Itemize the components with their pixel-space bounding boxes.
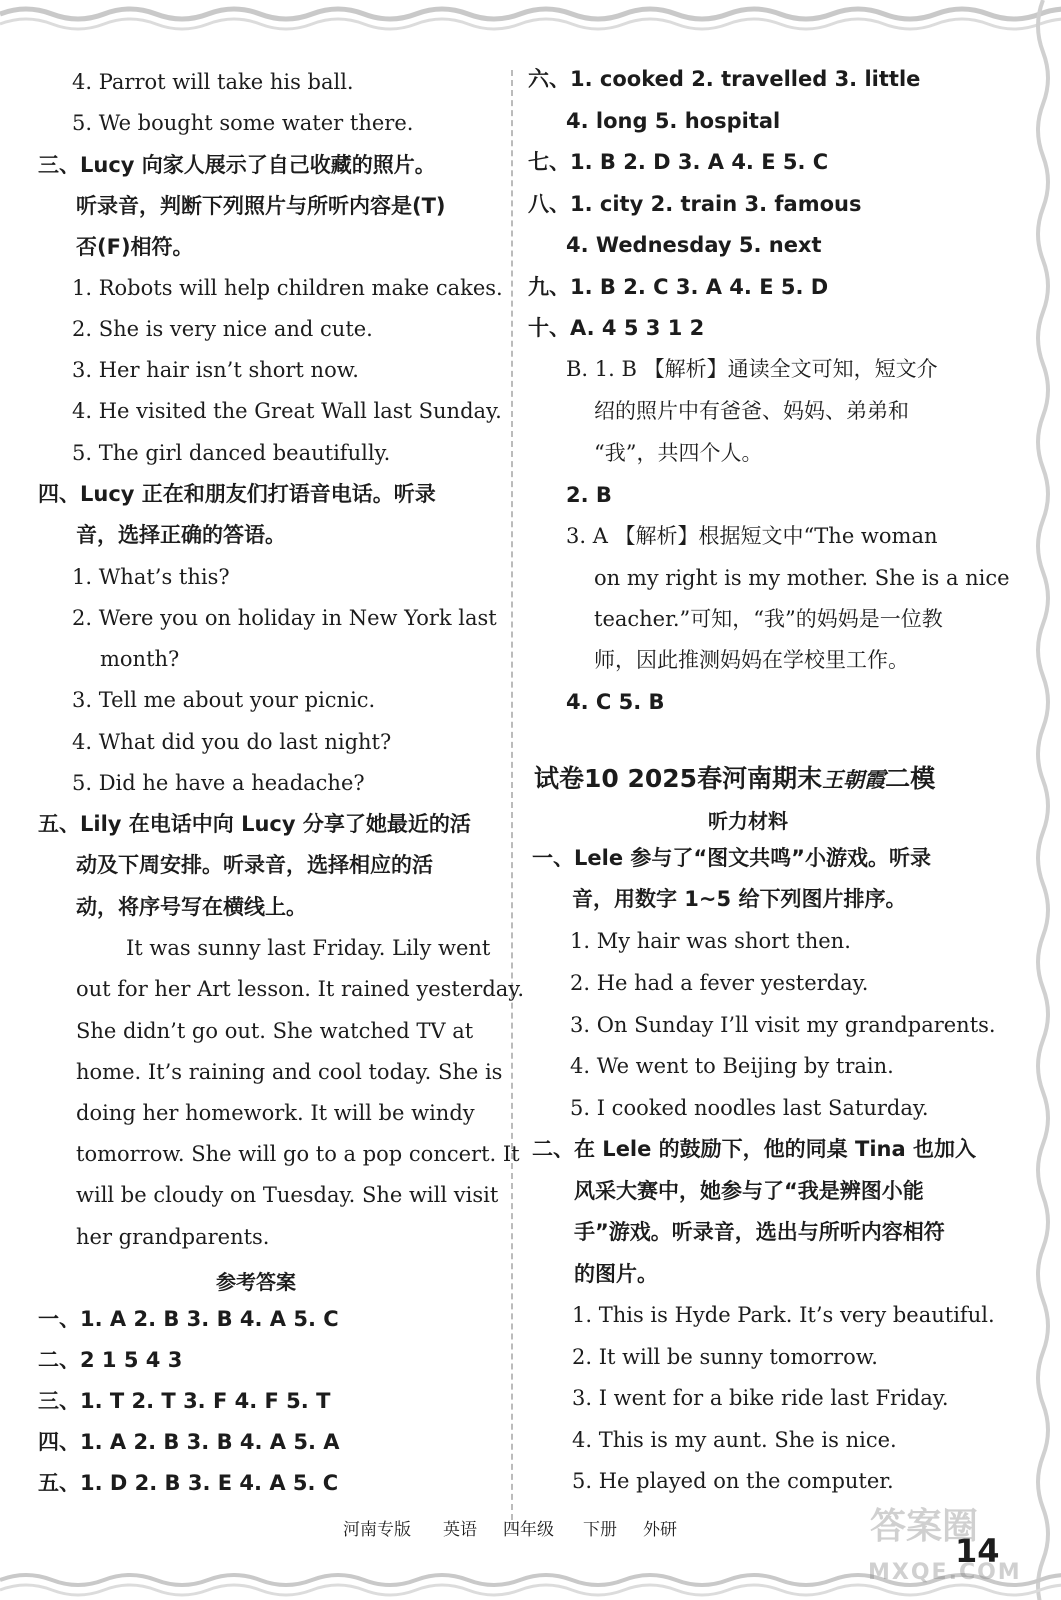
passage-line-7: will be cloudy on Tuesday. She will visit <box>76 1183 499 1207</box>
part-2-heading: 二、在 Lele 的鼓励下，他的同桌 Tina 也加入 <box>532 1137 976 1161</box>
part-1-heading-cont: 音，用数字 1~5 给下列图片排序。 <box>572 887 907 911</box>
test-title <box>534 759 935 795</box>
left-line-10: 5. The girl danced beautifully. <box>72 441 391 465</box>
part-2-heading-cont: 风采大赛中，她参与了“我是辨图小能 <box>574 1179 924 1203</box>
passage-line-8: her grandparents. <box>76 1225 270 1249</box>
passage-line-4: home. It’s raining and cool today. She is <box>76 1060 503 1084</box>
answer-row-9: 九、1. B 2. C 3. A 4. E 5. D <box>528 275 829 299</box>
footer-publisher: 外研 <box>643 1520 677 1540</box>
answer-row-5: 五、1. D 2. B 3. E 4. A 5. C <box>38 1471 339 1495</box>
answer-row-10: 十、A. 4 5 3 1 2 <box>528 316 705 340</box>
left-line-7: 2. She is very nice and cute. <box>72 317 373 341</box>
answer-key-heading: 参考答案 <box>216 1270 296 1294</box>
watermark-logo: 答案圈 <box>870 1506 979 1547</box>
passage-line-1: It was sunny last Friday. Lily went <box>126 936 491 960</box>
test-title-end: 二模 <box>885 764 936 793</box>
section-4-heading-cont: 音，选择正确的答语。 <box>76 523 286 547</box>
left-line-16: 3. Tell me about your picnic. <box>72 688 376 712</box>
left-line-18: 5. Did he have a headache? <box>72 771 365 795</box>
passage-line-2: out for her Art lesson. It rained yesterday. <box>76 977 525 1001</box>
answer-10b-45: 4. C 5. B <box>566 690 665 714</box>
part-2-item-3: 3. I went for a bike ride last Friday. <box>572 1386 949 1410</box>
answer-row-7: 七、1. B 2. D 3. A 4. E 5. C <box>528 150 829 174</box>
footer-subject: 英语 <box>443 1520 477 1540</box>
left-line-17: 4. What did you do last night? <box>72 730 392 754</box>
section-3-heading-cont: 听录音，判断下列照片与所听内容是(T) <box>76 194 446 218</box>
answer-10b-3-end: 师，因此推测妈妈在学校里工作。 <box>594 648 909 672</box>
part-1-item-5: 5. I cooked noodles last Saturday. <box>570 1096 929 1120</box>
passage-line-5: doing her homework. It will be windy <box>76 1101 475 1125</box>
section-5-heading: 五、Lily 在电话中向 Lucy 分享了她最近的活 <box>38 812 471 836</box>
part-2-item-4: 4. This is my aunt. She is nice. <box>572 1428 897 1452</box>
publisher-logo: 王朝霞 <box>822 767 886 792</box>
answer-10b-3-cont: on my right is my mother. She is a nice <box>594 566 1010 590</box>
footer-volume: 下册 <box>583 1520 617 1540</box>
listening-materials-heading: 听力材料 <box>708 809 788 833</box>
part-1-item-1: 1. My hair was short then. <box>570 929 851 953</box>
passage-line-6: tomorrow. She will go to a pop concert. It <box>76 1142 520 1166</box>
right-wave-border <box>1021 0 1061 1600</box>
left-line-9: 4. He visited the Great Wall last Sunday. <box>72 399 502 423</box>
part-1-item-2: 2. He had a fever yesterday. <box>570 971 869 995</box>
answer-10b-1: B. 1. B 【解析】通读全文可知，短文介 <box>566 357 938 381</box>
left-line-1: 4. Parrot will take his ball. <box>72 70 354 94</box>
section-3-heading: 三、Lucy 向家人展示了自己收藏的照片。 <box>38 153 436 177</box>
left-line-8: 3. Her hair isn’t short now. <box>72 358 359 382</box>
page-number: 14 <box>955 1532 1000 1570</box>
section-3-heading-end: 否(F)相符。 <box>76 235 194 259</box>
answer-10b-3-cont2: teacher.”可知，“我”的妈妈是一位教 <box>594 607 943 631</box>
column-divider <box>511 70 513 1530</box>
section-5-heading-cont: 动及下周安排。听录音，选择相应的活 <box>76 853 433 877</box>
part-2-item-1: 1. This is Hyde Park. It’s very beautiful. <box>572 1303 995 1327</box>
watermark-url: MXQE.COM <box>868 1560 1022 1585</box>
part-2-heading-cont2: 手”游戏。听录音，选出与所听内容相符 <box>574 1220 945 1244</box>
part-1-item-3: 3. On Sunday I’ll visit my grandparents. <box>570 1013 996 1037</box>
answer-row-1: 一、1. A 2. B 3. B 4. A 5. C <box>38 1307 339 1331</box>
answer-row-8-cont: 4. Wednesday 5. next <box>566 233 822 257</box>
section-5-heading-end: 动，将序号写在横线上。 <box>76 895 307 919</box>
answer-row-3: 三、1. T 2. T 3. F 4. F 5. T <box>38 1389 331 1413</box>
part-1-item-4: 4. We went to Beijing by train. <box>570 1054 894 1078</box>
left-line-6: 1. Robots will help children make cakes. <box>72 276 503 300</box>
test-title-text: 试卷10 2025春河南期末 <box>534 764 823 793</box>
top-wave-border <box>0 0 1061 40</box>
left-line-2: 5. We bought some water there. <box>72 111 414 135</box>
section-4-heading: 四、Lucy 正在和朋友们打语音电话。听录 <box>38 482 436 506</box>
footer-region: 河南专版 <box>343 1520 411 1540</box>
answer-row-4: 四、1. A 2. B 3. B 4. A 5. A <box>38 1430 340 1454</box>
answer-row-6: 六、1. cooked 2. travelled 3. little <box>528 67 921 91</box>
part-2-item-5: 5. He played on the computer. <box>572 1469 894 1493</box>
left-line-13: 1. What’s this? <box>72 565 230 589</box>
answer-10b-3: 3. A 【解析】根据短文中“The woman <box>566 524 938 548</box>
part-2-item-2: 2. It will be sunny tomorrow. <box>572 1345 878 1369</box>
footer-grade: 四年级 <box>503 1520 554 1540</box>
answer-10b-2: 2. B <box>566 483 612 507</box>
part-1-heading: 一、Lele 参与了“图文共鸣”小游戏。听录 <box>532 846 931 870</box>
answer-row-6-cont: 4. long 5. hospital <box>566 109 781 133</box>
answer-row-2: 二、2 1 5 4 3 <box>38 1348 183 1372</box>
left-line-15: month? <box>100 647 180 671</box>
answer-10b-1-end: “我”，共四个人。 <box>594 441 763 465</box>
answer-row-8: 八、1. city 2. train 3. famous <box>528 192 862 216</box>
answer-10b-1-cont: 绍的照片中有爸爸、妈妈、弟弟和 <box>594 399 909 423</box>
part-2-heading-end: 的图片。 <box>574 1262 658 1286</box>
passage-line-3: She didn’t go out. She watched TV at <box>76 1019 474 1043</box>
left-line-14: 2. Were you on holiday in New York last <box>72 606 497 630</box>
